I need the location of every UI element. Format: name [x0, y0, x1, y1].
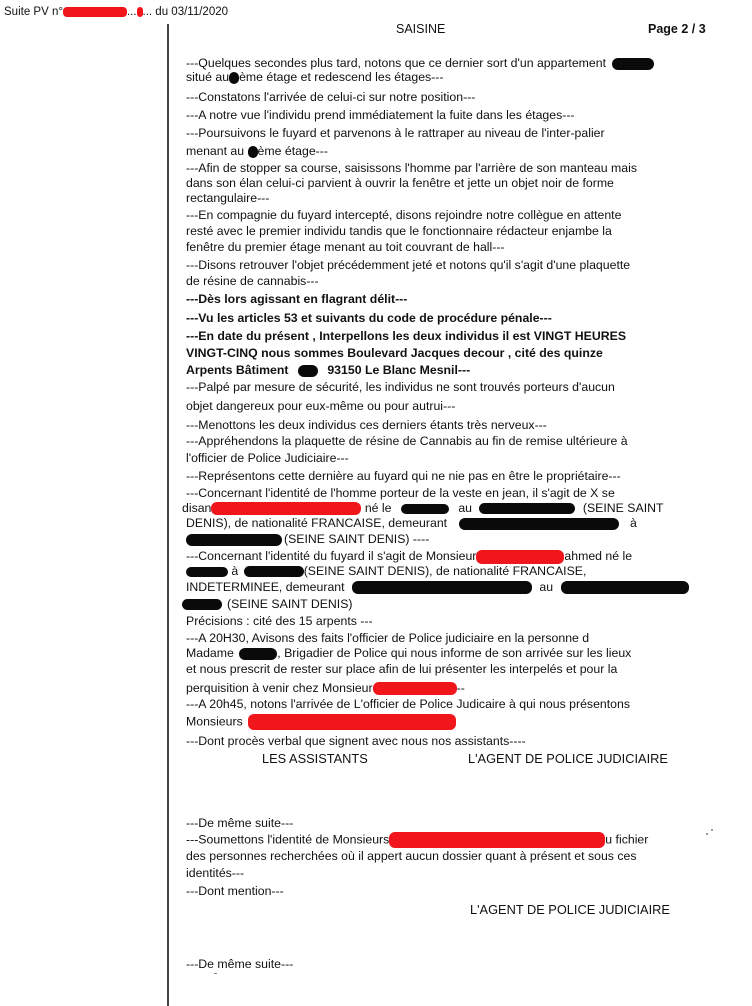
text-line: menant au ème étage--- [186, 144, 328, 158]
text-line: Monsieurs [186, 714, 456, 730]
text-line: VINGT-CINQ nous sommes Boulevard Jacques decour , cité des quinze [186, 346, 603, 360]
text-line: objet dangereux pour eux-même ou pour autrui--- [186, 399, 456, 413]
text-line: situé au ème étage et redescend les étages--- [186, 70, 444, 84]
text-line: rectangulaire--- [186, 191, 270, 205]
scan-speck [706, 833, 708, 835]
text-line: ---Palpé par mesure de sécurité, les individus ne sont trouvés porteurs d'aucun [186, 380, 615, 394]
text-line: (SEINE SAINT DENIS) [182, 597, 353, 611]
redaction-black [186, 534, 282, 546]
redaction-black [612, 58, 654, 70]
text-line: (SEINE SAINT DENIS) ---- [186, 532, 429, 546]
text-line: ---Quelques secondes plus tard, notons que ce dernier sort d'un appartement [186, 56, 654, 70]
text-line: ---Soumettons l'identité de Monsieurs u fichier [186, 832, 649, 847]
redaction-black [182, 599, 222, 610]
pv-reference: Suite PV n° ... ... du 03/11/2020 [4, 6, 229, 18]
redaction-black [561, 581, 689, 594]
redaction-black [298, 365, 318, 377]
text-line: ---Disons retrouver l'objet précédemment jeté et notons qu'il s'agit d'une plaquette [186, 258, 631, 272]
document-section-title: SAISINE [396, 22, 446, 36]
text-line: ---De même suite--- [186, 957, 294, 971]
text-line: identités--- [186, 866, 245, 880]
redaction-black [401, 504, 449, 514]
redaction-black [459, 518, 619, 530]
redaction-red [389, 832, 605, 848]
text-line: et nous prescrit de rester sur place afin de lui présenter les interpelés et pour la [186, 662, 618, 676]
redaction-red [476, 550, 564, 564]
text-line: ---Appréhendons la plaquette de résine de Cannabis au fin de remise ultérieure à [186, 434, 628, 448]
text-line: ---Concernant l'identité du fuyard il s'agit de Monsieur ahmed né le [186, 549, 633, 563]
text-line: ---Afin de stopper sa course, saisissons l'homme par l'arrière de son manteau mais [186, 161, 637, 175]
redaction-red [63, 7, 127, 17]
text-line: des personnes recherchées où il appert aucun dossier quant à présent et sous ces [186, 849, 637, 863]
signature-agent: L'AGENT DE POLICE JUDICIAIRE [468, 751, 668, 766]
text-line: ---Représentons cette dernière au fuyard qui ne nie pas en être le propriétaire--- [186, 469, 621, 483]
text-line: l'officier de Police Judiciaire--- [186, 451, 349, 465]
text-line: Madame , Brigadier de Police qui nous informe de son arrivée sur les lieux [186, 646, 632, 660]
text-line: dans son élan celui-ci parvient à ouvrir la fenêtre et jette un objet noir de forme [186, 176, 614, 190]
text-line: ---Dont procès verbal que signent avec nous nos assistants---- [186, 734, 526, 748]
text-line: Arpents Bâtiment 93150 Le Blanc Mesnil--- [186, 363, 471, 377]
text-line: perquisition à venir chez Monsieur -- [186, 681, 465, 695]
redaction-black [244, 566, 304, 577]
text-line: Précisions : cité des 15 arpents --- [186, 614, 373, 628]
text-line: ---En compagnie du fuyard intercepté, disons rejoindre notre collègue en attente [186, 208, 622, 222]
text-line: ---Dès lors agissant en flagrant délit--- [186, 292, 408, 306]
text-line: fenêtre du premier étage menant au toit couvrant de hall--- [186, 240, 505, 254]
text-line: INDETERMINEE, demeurant au [186, 580, 689, 594]
scan-speck [711, 829, 713, 831]
redaction-red [373, 682, 457, 695]
scan-speck [214, 973, 217, 974]
page-number: Page 2 / 3 [648, 22, 706, 36]
redaction-black [229, 72, 239, 84]
text-line: ---Constatons l'arrivée de celui-ci sur notre position--- [186, 90, 476, 104]
text-line: ---A 20H30, Avisons des faits l'officier de Police judiciaire en la personne d [186, 631, 590, 645]
redaction-black [352, 581, 532, 594]
text-line: ---Vu les articles 53 et suivants du code de procédure pénale--- [186, 311, 552, 325]
text-line: à (SEINE SAINT DENIS), de nationalité FRANCAISE, [186, 564, 586, 578]
text-line: de résine de cannabis--- [186, 274, 319, 288]
text-line: DENIS), de nationalité FRANCAISE, demeurant à [186, 516, 637, 530]
text-line: ---Concernant l'identité de l'homme porteur de la veste en jean, il s'agit de X se [186, 486, 615, 500]
redaction-red [248, 714, 456, 730]
text-line: resté avec le premier individu tandis que le fonctionnaire rédacteur enjambe la [186, 224, 612, 238]
redaction-red [211, 502, 361, 515]
margin-rule [167, 24, 169, 1006]
redaction-black [479, 503, 575, 514]
text-line: ---Poursuivons le fuyard et parvenons à le rattraper au niveau de l'inter-palier [186, 126, 605, 140]
redaction-black [248, 146, 258, 158]
signature-agent: L'AGENT DE POLICE JUDICIAIRE [470, 902, 670, 917]
text-line: ---A 20h45, notons l'arrivée de L'officier de Police Judicaire à qui nous présentons [186, 697, 631, 711]
text-line: ---A notre vue l'individu prend immédiatement la fuite dans les étages--- [186, 108, 575, 122]
redaction-black [186, 567, 228, 577]
text-line: ---Dont mention--- [186, 884, 284, 898]
text-line: ---De même suite--- [186, 816, 294, 830]
text-line: disan né le au (SEINE SAINT [182, 501, 664, 515]
text-line: ---En date du présent , Interpellons les deux individus il est VINGT HEURES [186, 329, 627, 343]
signature-assistants: LES ASSISTANTS [262, 751, 368, 766]
text-line: ---Menottons les deux individus ces derniers étants très nerveux--- [186, 418, 547, 432]
redaction-black [239, 648, 277, 660]
